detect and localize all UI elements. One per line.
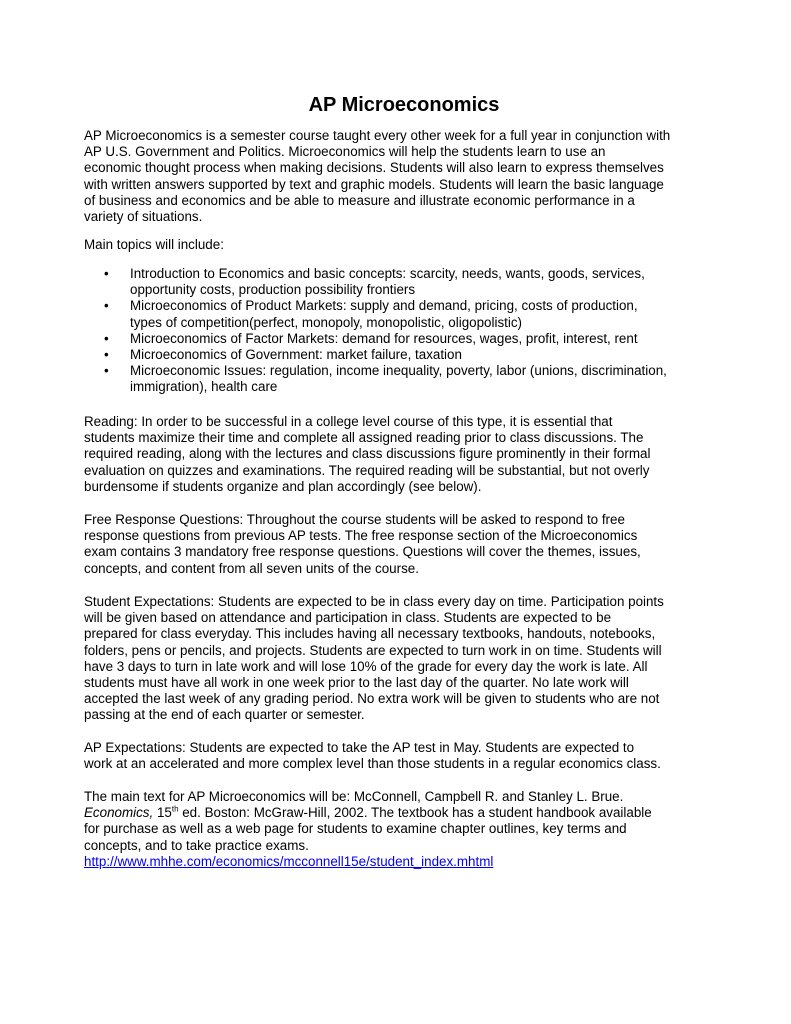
ap-expectations-paragraph <box>84 740 724 772</box>
free-response-paragraph <box>84 512 724 577</box>
topics-heading: Main topics will include: <box>84 237 224 252</box>
bullet-icon: • <box>104 298 109 314</box>
text-line: types of competition(perfect, monopoly, monopolistic, oligopolistic) <box>130 314 522 330</box>
text-line: AP Microeconomics is a semester course taught every other week for a full year in conjunction with <box>84 128 671 143</box>
topics-list <box>84 266 724 396</box>
edition-suffix: th <box>171 804 179 814</box>
text-line: opportunity costs, production possibility frontiers <box>130 282 416 298</box>
text-line: will be given based on attendance and participation in class. Students are expected to be <box>84 610 612 626</box>
list-item <box>84 266 724 298</box>
intro-paragraph <box>84 128 724 225</box>
text-line: Student Expectations: Students are expected to be in class every day on time. Participation points <box>84 594 664 609</box>
edition-number: 15 <box>153 805 172 821</box>
text-line: of business and economics and be able to measure and illustrate economic performance in a <box>84 192 635 208</box>
text-line: for purchase as well as a web page for students to examine chapter outlines, key terms and <box>84 821 627 837</box>
text-line: Microeconomics of Government: market failure, taxation <box>130 347 462 363</box>
text-line: Introduction to Economics and basic concepts: scarcity, needs, wants, goods, services, <box>130 266 645 281</box>
text-line: Microeconomic Issues: regulation, income inequality, poverty, labor (unions, discrimination, <box>130 363 667 379</box>
text-line: exam contains 3 mandatory free response questions. Questions will cover the themes, issues, <box>84 544 641 560</box>
page-title: AP Microeconomics <box>308 94 500 116</box>
text-line: AP Expectations: Students are expected to take the AP test in May. Students are expected to <box>84 740 635 755</box>
list-item <box>84 347 724 363</box>
text-line: passing at the end of each quarter or semester. <box>84 707 365 723</box>
text-line: variety of situations. <box>84 209 203 225</box>
text-line: The main text for AP Microeconomics will be: McConnell, Campbell R. and Stanley L. Brue. <box>84 789 624 804</box>
reading-paragraph <box>84 414 724 495</box>
text-line: Microeconomics of Factor Markets: demand for resources, wages, profit, interest, rent <box>130 330 638 346</box>
text-line: AP U.S. Government and Politics. Microeconomics will help the students learn to use an <box>84 144 606 160</box>
text-line: Reading: In order to be successful in a college level course of this type, it is essential that <box>84 414 613 429</box>
book-title: Economics, <box>84 805 154 821</box>
text-line: students maximize their time and complete all assigned reading prior to class discussions. The <box>84 430 644 446</box>
text-line: response questions from previous AP tests. The free response section of the Microeconomics <box>84 528 638 544</box>
text-line: accepted the last week of any grading period. No extra work will be given to students who are not <box>84 691 660 707</box>
bullet-icon: • <box>104 347 109 363</box>
student-expectations-paragraph <box>84 594 724 724</box>
text-line: concepts, and to take practice exams. <box>84 837 309 853</box>
text-line: burdensome if students organize and plan accordingly (see below). <box>84 478 482 494</box>
bullet-icon: • <box>104 266 109 281</box>
publisher-text: ed. Boston: McGraw-Hill, 2002. The textbook has a student handbook available <box>178 805 652 821</box>
student-index-link[interactable]: http://www.mhhe.com/economics/mcconnell15e/student_index.mhtml <box>84 853 494 869</box>
text-line: evaluation on quizzes and examinations. The required reading will be substantial, but not overly <box>84 462 650 478</box>
text-line: required reading, along with the lectures and class discussions figure prominently in their formal <box>84 446 651 462</box>
text-line: immigration), health care <box>130 379 278 395</box>
text-line: prepared for class everyday. This includes having all necessary textbooks, handouts, notebooks, <box>84 626 656 642</box>
text-line <box>84 805 724 821</box>
text-line: concepts, and content from all seven units of the course. <box>84 560 419 576</box>
text-line: economic thought process when making decisions. Students will also learn to express themselves <box>84 160 664 176</box>
text-line: Microeconomics of Product Markets: supply and demand, pricing, costs of production, <box>130 298 638 314</box>
main-text-paragraph <box>84 789 724 870</box>
text-line: students must have all work in one week prior to the last day of the quarter. No late work will <box>84 675 629 691</box>
bullet-icon: • <box>104 330 109 346</box>
text-line: Free Response Questions: Throughout the course students will be asked to respond to free <box>84 512 625 527</box>
text-line: folders, pens or pencils, and projects. Students are expected to turn work in on time. Students will <box>84 642 662 658</box>
text-line: have 3 days to turn in late work and will lose 10% of the grade for every day the work is late. All <box>84 658 648 674</box>
bullet-icon: • <box>104 363 109 379</box>
list-item <box>84 298 724 330</box>
text-line: with written answers supported by text and graphic models. Students will learn the basic language <box>84 176 664 192</box>
list-item <box>84 363 724 395</box>
list-item <box>84 331 724 347</box>
text-line: work at an accelerated and more complex level than those students in a regular economics class. <box>84 756 661 772</box>
